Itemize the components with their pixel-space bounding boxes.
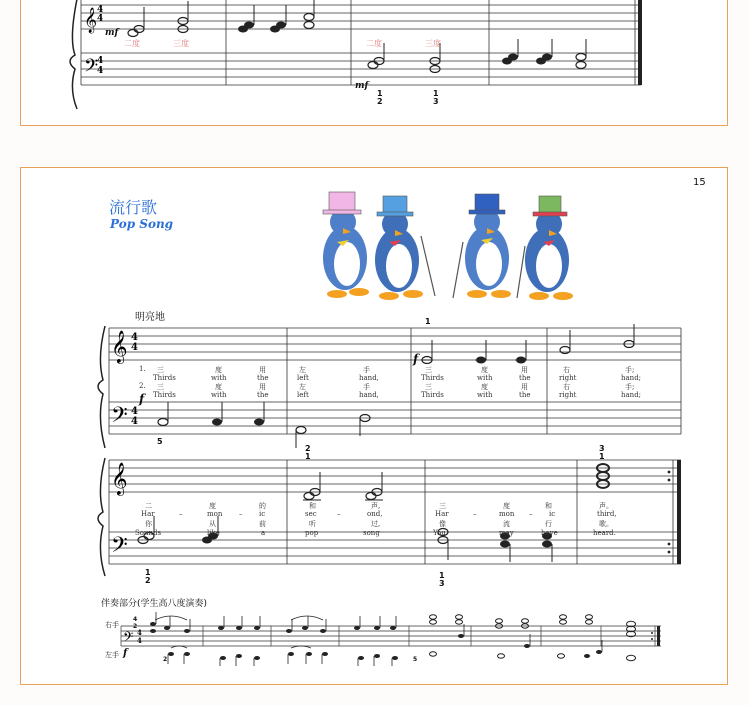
dynamic-f: f xyxy=(413,352,419,366)
lyric: ond, xyxy=(367,510,383,518)
fingering: 1 xyxy=(145,568,151,577)
lyric: hand; xyxy=(621,391,642,399)
lyric: Thirds xyxy=(153,374,176,382)
lyric: You xyxy=(433,529,446,537)
interval-label: 二度 xyxy=(366,39,382,48)
dancing-penguins-illustration xyxy=(297,186,587,306)
lyric: 三 xyxy=(157,366,164,374)
lyric: – xyxy=(239,510,243,518)
interval-label: 二度 xyxy=(124,39,140,48)
fingering: 1 xyxy=(433,89,439,98)
lyric: 你 xyxy=(145,520,152,528)
lyric: 1. xyxy=(139,365,146,373)
lyric: 度 xyxy=(503,502,510,510)
lyric: Sounds xyxy=(135,529,162,537)
lyric: song xyxy=(363,529,380,537)
top-dynamic-mf: mf xyxy=(105,28,119,38)
fingering: 3 xyxy=(599,444,605,453)
lyric: mon xyxy=(207,510,223,518)
lyric: 手; xyxy=(625,383,635,391)
svg-text:4: 4 xyxy=(131,342,138,353)
svg-text:4: 4 xyxy=(97,14,104,24)
lyric: with xyxy=(477,374,493,382)
fingering: 1 xyxy=(305,452,311,461)
lyric: – xyxy=(337,510,341,518)
lyric: 声。 xyxy=(599,502,613,510)
svg-text:𝄢: 𝄢 xyxy=(123,629,134,648)
svg-text:4: 4 xyxy=(131,406,138,417)
lyric: 三 xyxy=(425,383,432,391)
svg-text:4: 4 xyxy=(97,56,104,66)
lyric: 度 xyxy=(209,502,216,510)
svg-text:4: 4 xyxy=(97,5,104,15)
lyric: 三 xyxy=(157,383,164,391)
lyric: 行 xyxy=(545,520,552,528)
lyric: – xyxy=(179,510,183,518)
lyric: the xyxy=(519,391,531,399)
lyric: 三 xyxy=(439,502,446,510)
tempo-marking: 明亮地 xyxy=(135,312,165,323)
lyric: a xyxy=(261,529,266,537)
interval-label: 三度 xyxy=(425,39,441,48)
fingering: 1 xyxy=(599,452,605,461)
lyric: 听 xyxy=(309,520,316,528)
lyric: may xyxy=(499,529,514,537)
svg-text:𝄞: 𝄞 xyxy=(111,462,128,495)
score-system-1 xyxy=(21,318,729,448)
lyric: 前 xyxy=(259,520,266,528)
lyric: 像 xyxy=(439,520,446,528)
fingering: 1 xyxy=(377,89,383,98)
fingering: 2 xyxy=(145,576,151,585)
lyric: left xyxy=(297,391,309,399)
dynamic-f-bass: f xyxy=(139,392,145,406)
lyric: 手; xyxy=(625,366,635,374)
lyric: 用 xyxy=(259,383,266,391)
lyric: 和 xyxy=(309,502,316,510)
svg-text:𝄢: 𝄢 xyxy=(111,403,128,433)
lyric: 右 xyxy=(563,383,570,391)
lyric: Thirds xyxy=(421,391,444,399)
song-title-en: Pop Song xyxy=(110,217,174,231)
lyric: left xyxy=(297,374,309,382)
lyric: the xyxy=(519,374,531,382)
accompaniment-staff xyxy=(21,608,729,668)
fingering: 5 xyxy=(413,656,418,663)
fingering: 1 xyxy=(425,317,431,326)
svg-text:4: 4 xyxy=(97,66,104,76)
top-page-card xyxy=(20,0,728,126)
page-number: 15 xyxy=(693,177,706,188)
song-title-cn: 流行歌 xyxy=(109,198,158,217)
lyric: pop xyxy=(305,529,319,537)
lyric: hand, xyxy=(359,374,379,382)
fingering: 1 xyxy=(439,571,445,580)
interval-label: 三度 xyxy=(173,39,189,48)
lyric: Thirds xyxy=(153,391,176,399)
lyric: the xyxy=(257,374,269,382)
lyric: mon xyxy=(499,510,515,518)
accompaniment-label: 伴奏部分(学生高八度演奏) xyxy=(101,599,208,609)
fingering: 2 xyxy=(163,656,168,663)
lyric: – xyxy=(529,510,533,518)
lyric: 度 xyxy=(215,383,222,391)
lyric: the xyxy=(257,391,269,399)
lyric: 声, xyxy=(371,502,381,510)
lyric: heard. xyxy=(593,529,616,537)
lyric: with xyxy=(211,374,227,382)
lyric: 手 xyxy=(363,366,370,374)
accompaniment-dynamic: f xyxy=(123,648,128,659)
lyric: hand; xyxy=(621,374,642,382)
svg-text:𝄞: 𝄞 xyxy=(111,330,128,363)
lyric: Har xyxy=(435,510,449,518)
lyric: 三 xyxy=(425,366,432,374)
lyric: 用 xyxy=(521,383,528,391)
lyric: 右 xyxy=(563,366,570,374)
lyric: third, xyxy=(597,510,617,518)
lyric: Har xyxy=(141,510,155,518)
right-hand-label: 右手 xyxy=(105,621,119,629)
lyric: 度 xyxy=(481,366,488,374)
lyric: sec xyxy=(305,510,317,518)
lyric: 度 xyxy=(481,383,488,391)
lyric: 手 xyxy=(363,383,370,391)
svg-text:𝄞: 𝄞 xyxy=(84,8,98,33)
lyric: Thirds xyxy=(421,374,444,382)
lyric: 左 xyxy=(299,383,306,391)
lyric: – xyxy=(473,510,477,518)
svg-text:4: 4 xyxy=(131,332,138,343)
svg-text:4: 4 xyxy=(137,636,142,645)
lyric: ic xyxy=(259,510,266,518)
lyric: 2. xyxy=(139,382,146,390)
lyric: 用 xyxy=(259,366,266,374)
svg-text:4: 4 xyxy=(137,628,142,637)
fingering: 2 xyxy=(377,97,383,106)
top-dynamic-mf-bass: mf xyxy=(355,81,369,91)
lyric: 度 xyxy=(215,366,222,374)
top-score xyxy=(21,0,729,127)
lyric: 流 xyxy=(503,520,510,528)
lyric: 二 xyxy=(145,502,152,510)
fingering: 5 xyxy=(157,437,163,446)
svg-text:𝄢: 𝄢 xyxy=(111,533,128,563)
svg-text:4: 4 xyxy=(131,416,138,427)
fingering: 3 xyxy=(439,579,445,588)
lyric: 歌。 xyxy=(599,520,613,528)
lyric: 用 xyxy=(521,366,528,374)
lyric: hand, xyxy=(359,391,379,399)
lyric: ic xyxy=(549,510,556,518)
lyric: like xyxy=(207,529,220,537)
lyric: have xyxy=(541,529,558,537)
lyric: with xyxy=(477,391,493,399)
fingering: 3 xyxy=(433,97,439,106)
svg-text:𝄢: 𝄢 xyxy=(84,56,99,81)
lyric: right xyxy=(559,374,577,382)
lyric: right xyxy=(559,391,577,399)
main-page-card xyxy=(20,167,728,685)
lyric: 过, xyxy=(371,520,381,528)
lyric: 的 xyxy=(259,502,266,510)
lyric: with xyxy=(211,391,227,399)
lyric: 和 xyxy=(545,502,552,510)
fingering: 2 xyxy=(133,623,138,630)
lyric: 左 xyxy=(299,366,306,374)
lyric: 从 xyxy=(209,520,216,528)
left-hand-label: 左手 xyxy=(105,651,119,659)
fingering: 2 xyxy=(305,444,311,453)
fingering: 4 xyxy=(133,616,138,623)
